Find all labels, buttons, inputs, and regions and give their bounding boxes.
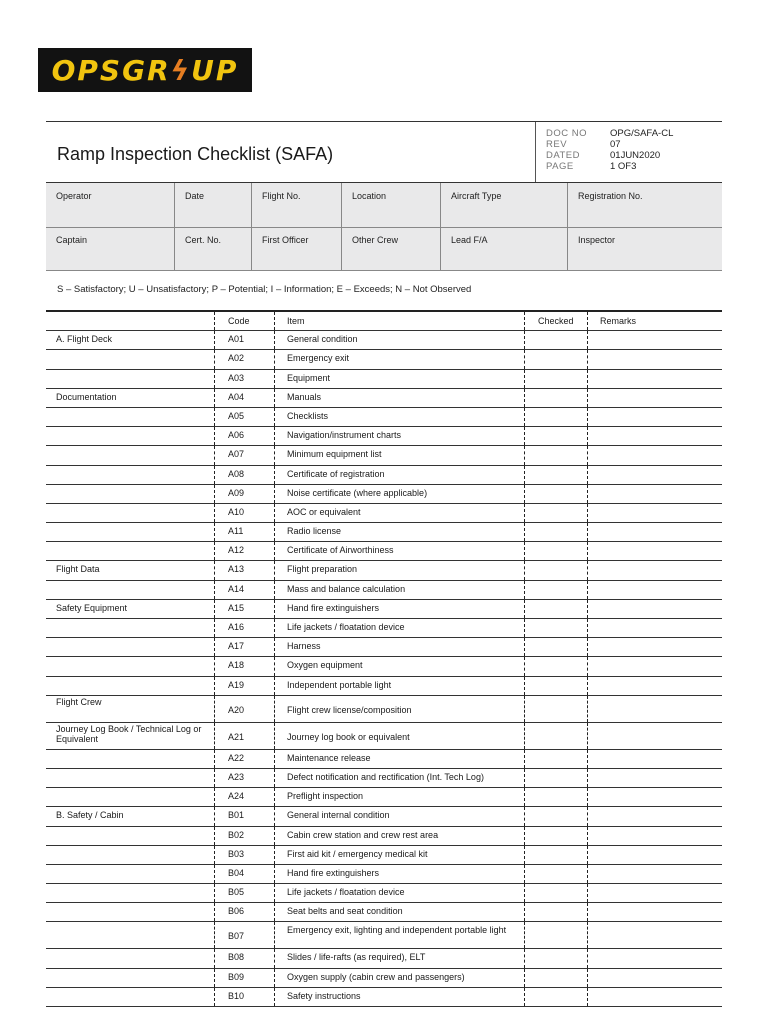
remarks-cell[interactable] (600, 827, 700, 845)
meta-rev: REV 07 (546, 139, 621, 150)
checked-cell[interactable] (538, 600, 578, 618)
item-cell: Independent portable light (287, 679, 392, 690)
checked-cell[interactable] (538, 657, 578, 675)
code-cell: A15 (228, 602, 245, 613)
remarks-cell[interactable] (600, 542, 700, 560)
remarks-cell[interactable] (600, 750, 700, 768)
code-cell: A08 (228, 468, 245, 479)
table-row (46, 485, 722, 504)
code-cell: A19 (228, 679, 245, 690)
item-cell: Oxygen supply (cabin crew and passengers) (287, 971, 465, 982)
item-cell: Preflight inspection (287, 791, 364, 802)
item-header: Item (287, 316, 305, 326)
section-cell (56, 504, 216, 522)
table-row (46, 638, 722, 657)
remarks-cell[interactable] (600, 638, 700, 656)
checked-cell[interactable] (538, 922, 578, 948)
code-cell: B08 (228, 952, 245, 963)
document-header (46, 121, 722, 183)
item-cell: AOC or equivalent (287, 506, 361, 517)
remarks-cell[interactable] (600, 485, 700, 503)
section-header (56, 312, 216, 330)
checked-cell[interactable] (538, 523, 578, 541)
section-cell: Flight Data (56, 564, 100, 575)
section-cell (56, 903, 216, 921)
section-cell (56, 446, 216, 464)
remarks-cell[interactable] (600, 389, 700, 407)
section-cell (56, 466, 216, 484)
checked-cell[interactable] (538, 466, 578, 484)
checked-cell[interactable] (538, 408, 578, 426)
table-row (46, 542, 722, 561)
item-cell: Hand fire extinguishers (287, 867, 380, 878)
meta-doc-no: DOC NO OPG/SAFA-CL (546, 128, 674, 139)
item-cell: Cabin crew station and crew rest area (287, 829, 439, 840)
rating-legend: S – Satisfactory; U – Unsatisfactory; P – Potential; I – Information; E – Exceeds; N – Not Observed (57, 284, 472, 295)
section-cell (56, 427, 216, 445)
aircraft-type-field[interactable]: Aircraft Type (440, 183, 567, 227)
code-cell: B07 (228, 931, 245, 942)
item-cell: Journey log book or equivalent (287, 731, 410, 742)
remarks-cell[interactable] (600, 600, 700, 618)
remarks-cell[interactable] (600, 788, 700, 806)
item-cell: Oxygen equipment (287, 660, 363, 671)
table-row (46, 427, 722, 446)
code-cell: A09 (228, 487, 245, 498)
remarks-cell[interactable] (600, 619, 700, 637)
table-row (46, 504, 722, 523)
table-row (46, 807, 722, 826)
checked-cell[interactable] (538, 619, 578, 637)
code-cell: A14 (228, 583, 245, 594)
code-cell: B05 (228, 887, 245, 898)
section-cell (56, 581, 216, 599)
operator-field[interactable]: Operator (56, 191, 92, 201)
section-cell (56, 350, 216, 368)
table-row (46, 677, 722, 696)
info-row (46, 183, 722, 228)
section-cell: Journey Log Book / Technical Log or Equivalent (56, 723, 202, 744)
flight-no-field[interactable]: Flight No. (251, 183, 341, 227)
item-cell: Harness (287, 641, 321, 652)
remarks-cell[interactable] (600, 884, 700, 902)
item-cell: First aid kit / emergency medical kit (287, 848, 428, 859)
code-cell: B02 (228, 829, 245, 840)
checked-cell[interactable] (538, 723, 578, 749)
table-row (46, 408, 722, 427)
checked-cell[interactable] (538, 638, 578, 656)
item-cell: Flight crew license/composition (287, 704, 412, 715)
checked-cell[interactable] (538, 485, 578, 503)
location-field[interactable]: Location (341, 183, 440, 227)
code-cell: A04 (228, 391, 245, 402)
checked-cell[interactable] (538, 807, 578, 825)
item-cell: Flight preparation (287, 564, 358, 575)
table-row (46, 600, 722, 619)
checked-cell[interactable] (538, 884, 578, 902)
remarks-cell[interactable] (600, 408, 700, 426)
table-row (46, 903, 722, 922)
checked-cell[interactable] (538, 331, 578, 349)
item-cell: Slides / life-rafts (as required), ELT (287, 952, 426, 963)
remarks-cell[interactable] (600, 677, 700, 695)
table-row (46, 988, 722, 1007)
table-row (46, 949, 722, 968)
meta-page: PAGE 1 OF3 (546, 161, 637, 172)
checked-cell[interactable] (538, 750, 578, 768)
checked-header: Checked (538, 316, 574, 326)
checked-cell[interactable] (538, 561, 578, 579)
registration-no-field[interactable]: Registration No. (567, 183, 722, 227)
inspector-field[interactable]: Inspector (567, 227, 722, 271)
code-cell: A16 (228, 622, 245, 632)
code-cell: A22 (228, 752, 245, 763)
item-cell: Emergency exit (287, 353, 350, 364)
table-row (46, 331, 722, 350)
section-cell (56, 865, 216, 883)
checked-cell[interactable] (538, 769, 578, 787)
section-cell (56, 408, 216, 426)
code-cell: A01 (228, 334, 245, 345)
remarks-cell[interactable] (600, 466, 700, 484)
remarks-cell[interactable] (600, 969, 700, 987)
item-cell: Emergency exit, lighting and independent portable light (287, 925, 507, 936)
remarks-cell[interactable] (600, 723, 700, 749)
checklist-table (46, 310, 722, 1007)
item-cell: Safety instructions (287, 990, 361, 1001)
remarks-cell[interactable] (600, 903, 700, 921)
table-row (46, 723, 722, 750)
checked-cell[interactable] (538, 542, 578, 560)
table-row (46, 523, 722, 542)
flight-info-grid (46, 183, 722, 271)
remarks-cell[interactable] (600, 846, 700, 864)
code-cell: A10 (228, 506, 245, 517)
remarks-cell[interactable] (600, 949, 700, 967)
item-cell: Defect notification and rectification (Int. Tech Log) (287, 771, 484, 782)
checked-cell[interactable] (538, 827, 578, 845)
item-cell: Navigation/instrument charts (287, 430, 402, 441)
checked-cell[interactable] (538, 949, 578, 967)
code-cell: A11 (228, 526, 244, 537)
table-row (46, 884, 722, 903)
code-cell: A03 (228, 372, 245, 383)
item-cell: Radio license (287, 526, 342, 537)
item-cell: Noise certificate (where applicable) (287, 487, 428, 498)
remarks-cell[interactable] (600, 988, 700, 1006)
section-cell (56, 846, 216, 864)
code-cell: B04 (228, 867, 245, 878)
section-cell: Flight Crew (56, 696, 102, 707)
meta-dated: DATED 01JUN2020 (546, 150, 661, 161)
item-cell: Certificate of Airworthiness (287, 545, 394, 556)
remarks-cell[interactable] (600, 922, 700, 948)
table-row (46, 561, 722, 580)
checked-cell[interactable] (538, 504, 578, 522)
checked-cell[interactable] (538, 788, 578, 806)
remarks-cell[interactable] (600, 581, 700, 599)
first-officer-field[interactable]: First Officer (251, 227, 341, 271)
item-cell: Minimum equipment list (287, 449, 382, 460)
section-cell (56, 542, 216, 560)
section-cell (56, 922, 216, 948)
table-row (46, 750, 722, 769)
table-row (46, 581, 722, 600)
lead-fa-field[interactable]: Lead F/A (440, 227, 567, 271)
table-row (46, 788, 722, 807)
remarks-cell[interactable] (600, 657, 700, 675)
checked-cell[interactable] (538, 581, 578, 599)
logo-wordmark: OPSGRϟUP (51, 53, 239, 87)
section-cell (56, 988, 216, 1006)
remarks-cell[interactable] (600, 865, 700, 883)
checked-cell[interactable] (538, 370, 578, 388)
remarks-cell[interactable] (600, 561, 700, 579)
remarks-cell[interactable] (600, 370, 700, 388)
code-cell: A06 (228, 430, 245, 441)
code-cell: A02 (228, 353, 245, 364)
item-cell: Hand fire extinguishers (287, 602, 380, 613)
table-row (46, 389, 722, 408)
remarks-cell[interactable] (600, 696, 700, 722)
remarks-cell[interactable] (600, 350, 700, 368)
code-cell: A13 (228, 564, 245, 575)
remarks-cell[interactable] (600, 523, 700, 541)
remarks-cell[interactable] (600, 504, 700, 522)
checked-cell[interactable] (538, 988, 578, 1006)
code-cell: A24 (228, 791, 245, 802)
table-row (46, 350, 722, 369)
table-row (46, 865, 722, 884)
checked-cell[interactable] (538, 903, 578, 921)
table-row (46, 619, 722, 638)
cert-no-field[interactable]: Cert. No. (174, 227, 251, 271)
date-field[interactable]: Date (174, 183, 251, 227)
section-cell (56, 657, 216, 675)
checked-cell[interactable] (538, 846, 578, 864)
section-cell (56, 485, 216, 503)
table-row (46, 370, 722, 389)
item-cell: Manuals (287, 391, 322, 402)
code-cell: B06 (228, 906, 245, 917)
document-meta (535, 122, 722, 182)
section-cell (56, 523, 216, 541)
code-header: Code (228, 316, 250, 326)
section-cell (56, 884, 216, 902)
section-cell (56, 827, 216, 845)
section-cell: Safety Equipment (56, 602, 128, 613)
code-cell: B01 (228, 810, 245, 821)
item-cell: Maintenance release (287, 752, 371, 763)
code-cell: B10 (228, 990, 245, 1001)
remarks-cell[interactable] (600, 331, 700, 349)
other-crew-field[interactable]: Other Crew (341, 227, 440, 271)
checked-cell[interactable] (538, 677, 578, 695)
item-cell: Life jackets / floatation device (287, 887, 405, 898)
code-cell: A20 (228, 704, 245, 715)
remarks-cell[interactable] (600, 807, 700, 825)
section-cell (56, 750, 216, 768)
checklist-rows (46, 331, 722, 1007)
section-cell: A. Flight Deck (56, 334, 113, 345)
remarks-header: Remarks (600, 316, 637, 326)
section-cell (56, 969, 216, 987)
code-cell: A12 (228, 545, 245, 556)
checked-cell[interactable] (538, 865, 578, 883)
table-row (46, 466, 722, 485)
section-cell (56, 788, 216, 806)
table-row (46, 827, 722, 846)
checked-cell[interactable] (538, 350, 578, 368)
section-cell: B. Safety / Cabin (56, 810, 124, 821)
section-cell (56, 619, 216, 637)
code-cell: A23 (228, 771, 245, 782)
item-cell: Equipment (287, 372, 331, 383)
table-row (46, 446, 722, 465)
item-cell: General condition (287, 334, 358, 345)
remarks-cell[interactable] (600, 446, 700, 464)
item-cell: Life jackets / floatation device (287, 622, 405, 632)
remarks-cell[interactable] (600, 427, 700, 445)
code-cell: A17 (228, 641, 245, 652)
table-row (46, 969, 722, 988)
checked-cell[interactable] (538, 969, 578, 987)
table-row (46, 696, 722, 723)
item-cell: Mass and balance calculation (287, 583, 406, 594)
table-header-row (46, 312, 722, 331)
item-cell: Certificate of registration (287, 468, 385, 479)
page-title: Ramp Inspection Checklist (SAFA) (57, 144, 334, 164)
code-cell: A07 (228, 449, 245, 460)
table-row (46, 769, 722, 788)
info-row (46, 227, 722, 271)
code-cell: B09 (228, 971, 245, 982)
table-row (46, 657, 722, 676)
item-cell: General internal condition (287, 810, 390, 821)
code-cell: A05 (228, 410, 245, 421)
section-cell (56, 370, 216, 388)
captain-field[interactable]: Captain (56, 235, 88, 245)
section-cell (56, 677, 216, 695)
checked-cell[interactable] (538, 696, 578, 722)
section-cell (56, 638, 216, 656)
section-cell: Documentation (56, 391, 117, 402)
lightning-bolt-icon: ϟ (170, 53, 192, 87)
checked-cell[interactable] (538, 427, 578, 445)
code-cell: A21 (228, 731, 245, 742)
section-cell (56, 769, 216, 787)
code-cell: B03 (228, 848, 245, 859)
table-row (46, 922, 722, 949)
checked-cell[interactable] (538, 389, 578, 407)
checked-cell[interactable] (538, 446, 578, 464)
code-cell: A18 (228, 660, 245, 671)
table-row (46, 846, 722, 865)
section-cell (56, 949, 216, 967)
item-cell: Checklists (287, 410, 329, 421)
opsgroup-logo (38, 48, 252, 92)
remarks-cell[interactable] (600, 769, 700, 787)
item-cell: Seat belts and seat condition (287, 906, 403, 917)
